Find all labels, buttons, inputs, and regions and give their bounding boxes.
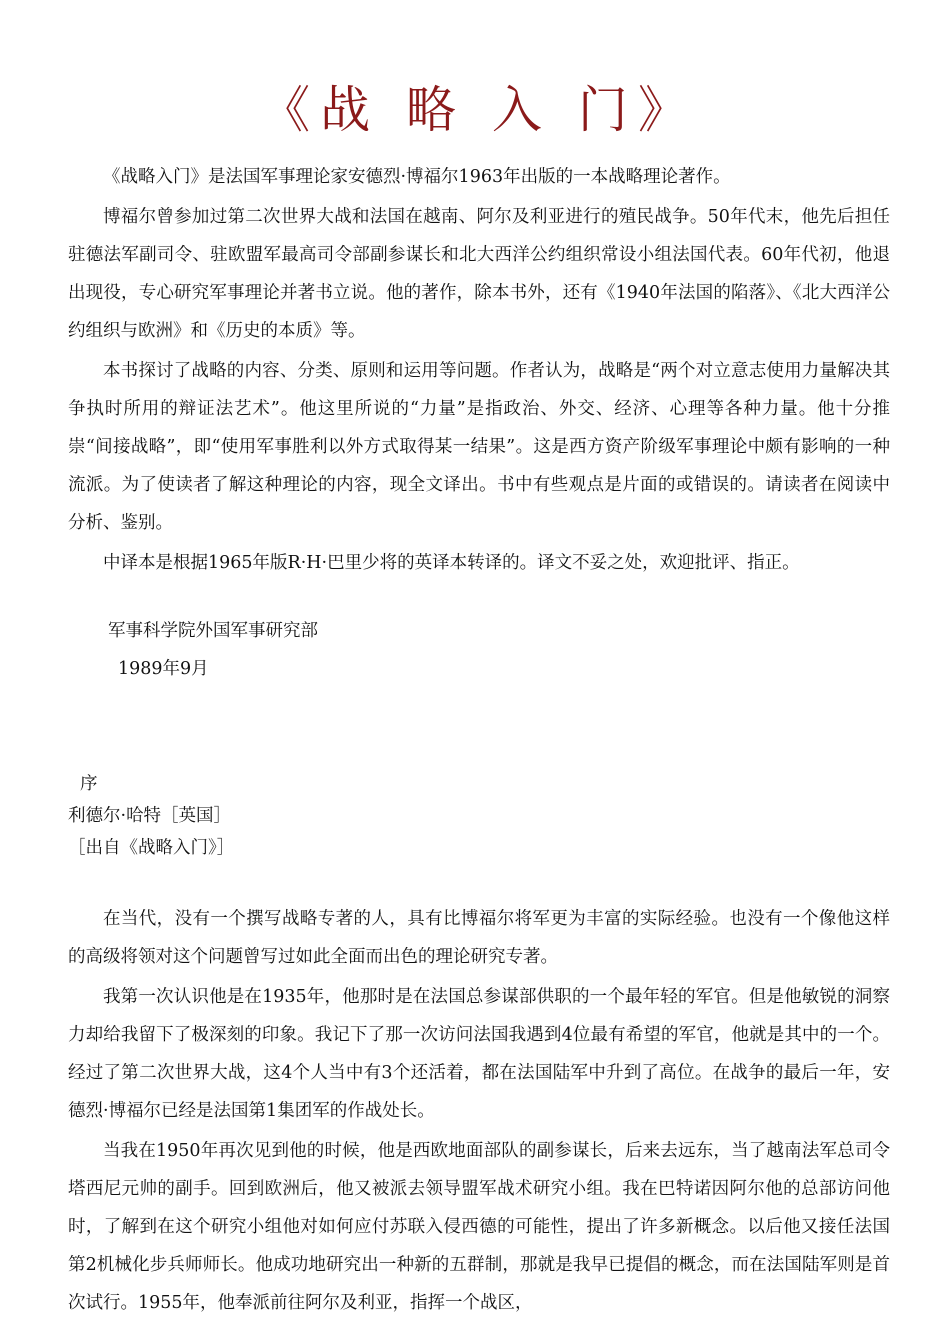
preface-paragraph: 在当代，没有一个撰写战略专著的人，具有比博福尔将军更为丰富的实际经验。也没有一个像他这样的高级将领对这个问题曾写过如此全面而出色的理论研究专著。 [68,909,890,967]
signature-org: 军事科学院外国军事研究部 [108,621,318,641]
signature-block [68,612,890,688]
document-page [68,70,890,1324]
preface-paragraph: 我第一次认识他是在1935年，他那时是在法国总参谋部供职的一个最年轻的军官。但是他敏锐的洞察力却给我留下了极深刻的印象。我记下了那一次访问法国我遇到4位最有希望的军官，他就是其中的一个。经过了第二次世界大战，这4个人当中有3个还活着，都在法国陆军中升到了高位。在战争的最后一年，安德烈·博福尔已经是法国第1集团军的作战处长。 [68,987,890,1121]
intro-paragraph: 《战略入门》是法国军事理论家安德烈·博福尔1963年出版的一本战略理论著作。 [103,167,731,187]
translator-intro [68,158,890,582]
intro-paragraph: 本书探讨了战略的内容、分类、原则和运用等问题。作者认为，战略是“两个对立意志使用力量解决其争执时所用的辩证法艺术”。他这里所说的“力量”是指政治、外交、经济、心理等各种力量。他十分推崇“间接战略”，即“使用军事胜利以外方式取得某一结果”。这是西方资产阶级军事理论中颇有影响的一种流派。为了使读者了解这种理论的内容，现全文译出。书中有些观点是片面的或错误的。请读者在阅读中分析、鉴别。 [68,361,890,533]
preface-header [68,768,890,864]
preface-heading: 序 [80,774,98,794]
document-title: 《战 略 入 门》 [260,81,698,139]
intro-paragraph: 中译本是根据1965年版R·H·巴里少将的英译本转译的。译文不妥之处，欢迎批评、指正。 [103,553,800,573]
signature-date: 1989年9月 [118,659,209,679]
preface-author: 利德尔·哈特［英国］ [68,806,232,826]
preface-source: ［出自《战略入门》］ [68,838,235,858]
intro-paragraph: 博福尔曾参加过第二次世界大战和法国在越南、阿尔及利亚进行的殖民战争。50年代末，他先后担任驻德法军副司令、驻欧盟军最高司令部副参谋长和北大西洋公约组织常设小组法国代表。60年代初，他退出现役，专心研究军事理论并著书立说。他的著作，除本书外，还有《1940年法国的陷落》、《北大西洋公约组织与欧洲》和《历史的本质》等。 [68,207,890,341]
preface-body [68,900,890,1322]
preface-paragraph: 当我在1950年再次见到他的时候，他是西欧地面部队的副参谋长，后来去远东，当了越南法军总司令塔西尼元帅的副手。回到欧洲后，他又被派去领导盟军战术研究小组。我在巴特诺因阿尔他的总部访问他时，了解到在这个研究小组他对如何应付苏联入侵西德的可能性，提出了许多新概念。以后他又接任法国第2机械化步兵师师长。他成功地研究出一种新的五群制，那就是我早已提倡的概念，而在法国陆军则是首次试行。1955年，他奉派前往阿尔及利亚，指挥一个战区， [68,1141,890,1313]
